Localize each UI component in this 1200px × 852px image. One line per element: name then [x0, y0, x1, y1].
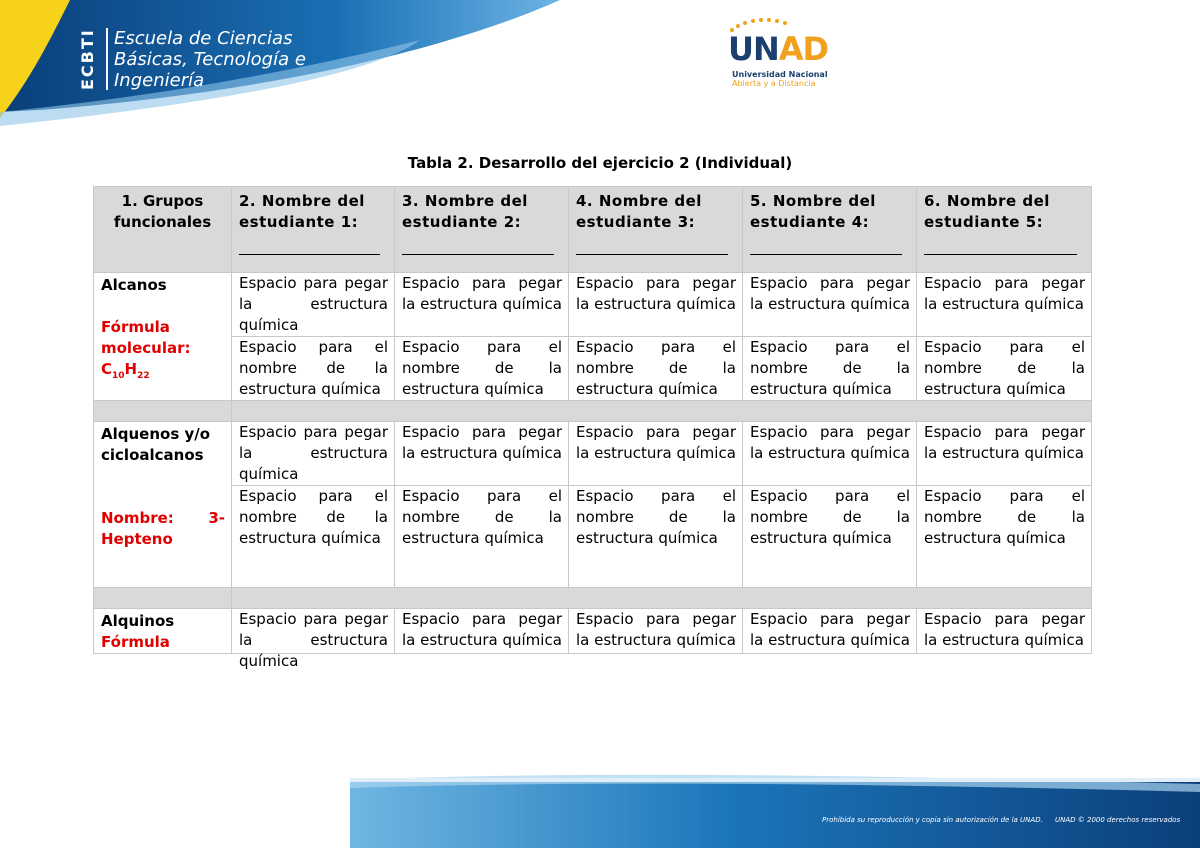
- footer-notice: Prohibida su reproducción y copia sin autorización de la UNAD.: [822, 816, 1043, 824]
- name-blank-line: [576, 254, 728, 255]
- school-name-line: Ingeniería: [114, 70, 205, 91]
- header-label: 5. Nombre del estudiante 4:: [750, 192, 876, 231]
- header-groups: [94, 187, 232, 273]
- structure-cell-partial[interactable]: [232, 609, 395, 670]
- header-label: 3. Nombre del estudiante 2:: [402, 192, 528, 231]
- header-label: 6. Nombre del estudiante 5:: [924, 192, 1050, 231]
- school-name-line: Escuela de Ciencias: [114, 28, 293, 49]
- name-cell[interactable]: Espacio para el nombre de la estructura química: [569, 486, 743, 588]
- structure-cell-text: Espacio para pegar la estructura química: [576, 610, 736, 649]
- group-detail-label: Fórmula molecular:: [101, 318, 191, 357]
- structure-cell[interactable]: Espacio para pegar la estructura química: [743, 422, 917, 486]
- table-row: [94, 486, 1092, 588]
- header-label: 2. Nombre del estudiante 1:: [239, 192, 365, 231]
- name-blank-line: [750, 254, 902, 255]
- logo-word-main: UN: [728, 30, 779, 68]
- structure-cell-partial[interactable]: [395, 609, 569, 654]
- name-blank-line: [239, 254, 380, 255]
- footer-background: [0, 770, 1200, 848]
- formula-subscript: 22: [137, 371, 150, 381]
- structure-cell[interactable]: Espacio para pegar la estructura química: [569, 273, 743, 337]
- group-detail-label: Fórmula: [101, 633, 170, 651]
- separator-cell: [232, 588, 1092, 609]
- formula-subscript: 10: [112, 371, 125, 381]
- table-row: [94, 337, 1092, 401]
- header-banner: [0, 0, 1200, 140]
- structure-cell[interactable]: Espacio para pegar la estructura química: [395, 273, 569, 337]
- group-formula: [101, 359, 225, 387]
- separator-cell: [94, 401, 232, 422]
- name-blank-line: [924, 254, 1077, 255]
- header-student-4: [743, 187, 917, 273]
- group-name: Alcanos: [101, 276, 167, 294]
- logo-sub-line-2: Abierta y a Distancia: [732, 79, 816, 88]
- table-title: Tabla 2. Desarrollo del ejercicio 2 (Individual): [407, 154, 793, 172]
- logo-word: [728, 32, 828, 66]
- group-alquenos: [94, 422, 232, 588]
- structure-cell-partial[interactable]: [569, 609, 743, 654]
- header-student-2: [395, 187, 569, 273]
- footer-copyright: UNAD © 2000 derechos reservados: [1055, 816, 1181, 824]
- structure-cell[interactable]: Espacio para pegar la estructura química: [917, 422, 1092, 486]
- group-name: Alquinos: [101, 612, 175, 630]
- name-cell[interactable]: Espacio para el nombre de la estructura química: [232, 337, 395, 401]
- table-row: [94, 273, 1092, 337]
- structure-cell-text: Espacio para pegar la estructura química: [750, 610, 910, 649]
- header-label: 1. Grupos funcionales: [113, 192, 212, 231]
- separator-cell: [232, 401, 1092, 422]
- header-row: [94, 187, 1092, 273]
- group-alquinos: [94, 609, 232, 654]
- ecbti-tag: ECBTI: [78, 28, 97, 90]
- name-cell[interactable]: Espacio para el nombre de la estructura química: [743, 486, 917, 588]
- name-cell[interactable]: Espacio para el nombre de la estructura química: [395, 486, 569, 588]
- structure-cell-text: Espacio para pegar la estructura química: [402, 610, 562, 649]
- header-student-1: [232, 187, 395, 273]
- name-blank-line: [402, 254, 554, 255]
- name-cell[interactable]: Espacio para el nombre de la estructura química: [917, 486, 1092, 588]
- structure-cell-text: Espacio para pegar la estructura química: [924, 610, 1085, 649]
- structure-cell[interactable]: Espacio para pegar la estructura química: [395, 422, 569, 486]
- structure-cell[interactable]: Espacio para pegar la estructura química: [917, 273, 1092, 337]
- group-name: Alquenos y/o cicloalcanos: [101, 425, 211, 464]
- separator-row: [94, 588, 1092, 609]
- structure-cell[interactable]: Espacio para pegar la estructura química: [232, 273, 395, 337]
- separator-cell: [94, 588, 232, 609]
- group-alcanos: [94, 273, 232, 401]
- logo-subtitle: [732, 70, 828, 88]
- name-cell[interactable]: Espacio para el nombre de la estructura química: [569, 337, 743, 401]
- name-cell[interactable]: Espacio para el nombre de la estructura química: [917, 337, 1092, 401]
- logo-word-accent: AD: [778, 30, 829, 68]
- header-student-5: [917, 187, 1092, 273]
- structure-cell-text: Espacio para pegar la estructura química: [239, 610, 388, 670]
- footer-band: [0, 770, 1200, 848]
- header-divider: [106, 28, 108, 90]
- separator-row: [94, 401, 1092, 422]
- unad-logo: [728, 18, 828, 98]
- table-row: [94, 609, 1092, 654]
- group-detail-label: Nombre: 3-Hepteno: [101, 509, 225, 548]
- name-cell[interactable]: Espacio para el nombre de la estructura química: [395, 337, 569, 401]
- name-cell[interactable]: Espacio para el nombre de la estructura química: [743, 337, 917, 401]
- school-name-line: Básicas, Tecnología e: [114, 49, 306, 70]
- structure-cell-partial[interactable]: [917, 609, 1092, 654]
- structure-cell[interactable]: Espacio para pegar la estructura química: [743, 273, 917, 337]
- school-name: [114, 28, 306, 91]
- exercise-table: [93, 186, 1092, 670]
- structure-cell[interactable]: Espacio para pegar la estructura química: [569, 422, 743, 486]
- formula-element: H: [124, 360, 138, 378]
- structure-cell-partial[interactable]: [743, 609, 917, 654]
- structure-cell[interactable]: Espacio para pegar la estructura química: [232, 422, 395, 486]
- header-label: 4. Nombre del estudiante 3:: [576, 192, 702, 231]
- table-row: [94, 422, 1092, 486]
- logo-sub-line-1: Universidad Nacional: [732, 70, 828, 79]
- header-student-3: [569, 187, 743, 273]
- formula-element: C: [101, 360, 113, 378]
- name-cell[interactable]: Espacio para el nombre de la estructura química: [232, 486, 395, 588]
